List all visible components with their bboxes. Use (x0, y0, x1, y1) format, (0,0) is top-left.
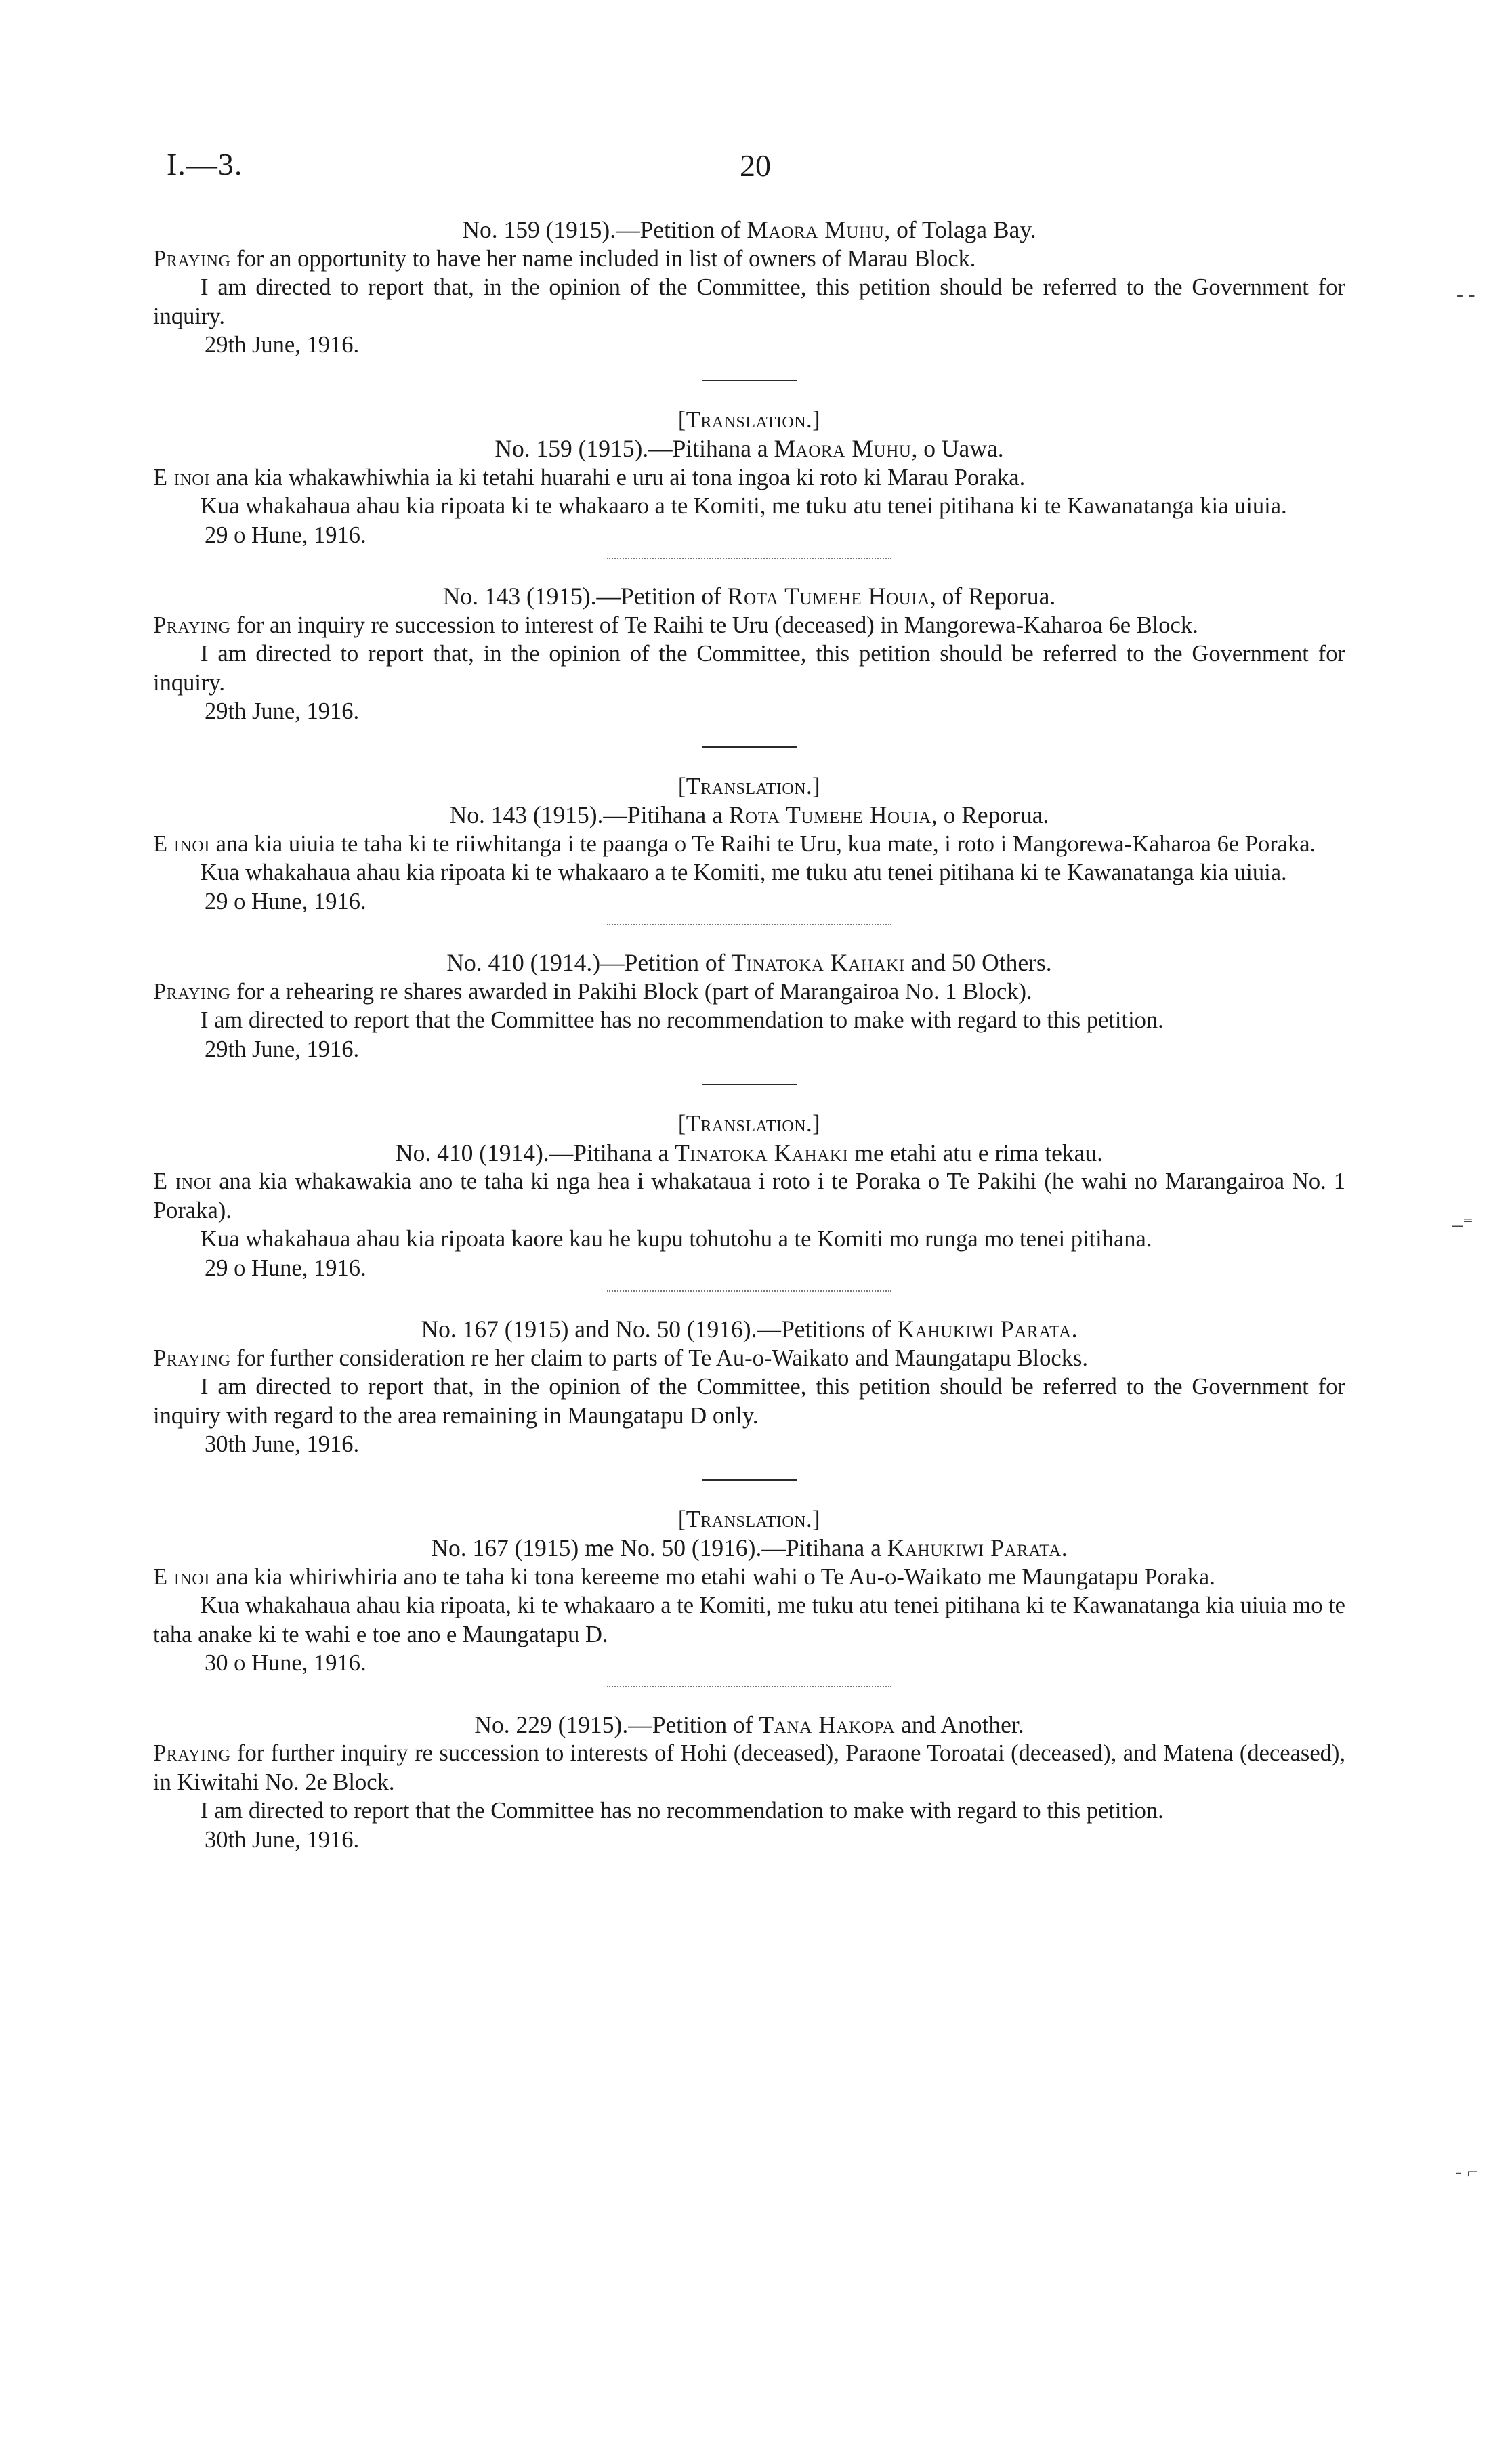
entry-title: No. 229 (1915).—Petition of Tana Hakopa and Another. (474, 1710, 1024, 1738)
section-divider (702, 1479, 797, 1481)
prayer-paragraph: E inoi ana kia uiuia te taha ki te riiwhitanga i te paanga o Te Raihi te Uru, kua mate, i roto i Mangorewa-Kaharoa 6e Poraka. (153, 830, 1316, 857)
entry-title: No. 167 (1915) me No. 50 (1916).—Pitihana a Kahukiwi Parata. (431, 1534, 1068, 1561)
entry-title: No. 410 (1914).—Pitihana a Tinatoka Kahaki me etahi atu e rima tekau. (395, 1139, 1104, 1166)
translation-label: [Translation.] (677, 1506, 821, 1532)
prayer-paragraph: Praying for an inquiry re succession to interest of Te Raihi te Uru (deceased) in Mangorewa-Kaharoa 6e Block. (153, 612, 1198, 638)
petition-entry (153, 215, 1345, 360)
report-date: 29 o Hune, 1916. (205, 1255, 366, 1281)
petition-entry (153, 582, 1345, 726)
petitions-report (153, 215, 1345, 1854)
prayer-paragraph: Praying for an opportunity to have her name included in list of owners of Marau Block. (153, 245, 976, 272)
translation-label: [Translation.] (677, 406, 821, 433)
report-date: 29th June, 1916. (205, 698, 360, 724)
report-date: 30 o Hune, 1916. (205, 1650, 366, 1676)
section-divider (702, 1084, 797, 1085)
petitioner-name: Kahukiwi Parata (887, 1534, 1062, 1561)
dotted-divider (607, 1290, 891, 1292)
entry-title: No. 143 (1915).—Petition of Rota Tumehe Houia, of Reporua. (442, 583, 1056, 610)
prayer-paragraph: Praying for a rehearing re shares awarded in Pakihi Block (part of Marangairoa No. 1 Block). (153, 978, 1032, 1005)
petitioner-name: Tinatoka Kahaki (731, 949, 905, 976)
report-date: 29 o Hune, 1916. (205, 522, 366, 548)
translation-entry (153, 1110, 1345, 1282)
section-divider (702, 746, 797, 748)
petitioner-name: Kahukiwi Parata (897, 1316, 1072, 1343)
report-paragraph: I am directed to report that the Committee has no recommendation to make with regard to this petition. (201, 1798, 1164, 1824)
prayer-paragraph: Praying for further inquiry re succession to interests of Hohi (deceased), Paraone Toroatai (deceased), and Matena (deceased), in Kiwitahi No. 2e Block. (153, 1740, 1345, 1795)
scan-mark: –⁼ (1452, 1213, 1473, 1236)
dotted-divider (607, 558, 891, 559)
report-date: 29 o Hune, 1916. (205, 888, 366, 914)
prayer-paragraph: E inoi ana kia whakawakia ano te taha ki nga hea i whakataua i roto i te Poraka o Te Pakihi (he wahi no Marangairoa No. 1 Poraka). (153, 1169, 1345, 1223)
report-date: 29th June, 1916. (205, 1036, 360, 1062)
petitioner-name: Tana Hakopa (759, 1710, 896, 1738)
prayer-paragraph: Praying for further consideration re her claim to parts of Te Au-o-Waikato and Maungatapu Blocks. (153, 1345, 1088, 1371)
entry-title: No. 410 (1914.)—Petition of Tinatoka Kahaki and 50 Others. (446, 949, 1052, 976)
dotted-divider (607, 924, 891, 925)
report-date: 30th June, 1916. (205, 1826, 360, 1853)
page-number: 20 (740, 148, 771, 183)
report-paragraph: Kua whakahaua ahau kia ripoata, ki te whakaaro a te Komiti, me tuku atu tenei pitihana ki te Kawanatanga kia uiuia mo te taha anake ki te wahi e toe ano e Maungatapu D. (153, 1593, 1345, 1647)
translation-label: [Translation.] (677, 773, 821, 799)
report-date: 30th June, 1916. (205, 1431, 360, 1457)
petitioner-name: Maora Muhu (747, 216, 885, 243)
entry-title: No. 167 (1915) and No. 50 (1916).—Petitions of Kahukiwi Parata. (421, 1316, 1078, 1343)
petitioner-name: Maora Muhu (774, 435, 912, 462)
page-reference: I.—3. (167, 147, 243, 182)
translation-label: [Translation.] (677, 1111, 821, 1137)
petition-entry (153, 1315, 1345, 1459)
report-paragraph: I am directed to report that, in the opinion of the Committee, this petition should be referred to the Government for inquiry. (153, 274, 1345, 329)
report-paragraph: I am directed to report that the Committee has no recommendation to make with regard to this petition. (201, 1007, 1164, 1033)
translation-entry (153, 406, 1345, 550)
dotted-divider (607, 1686, 891, 1687)
petitioner-name: Rota Tumehe Houia (728, 801, 931, 828)
scan-mark: - - (1456, 283, 1475, 306)
petitioner-name: Rota Tumehe Houia (727, 583, 930, 610)
entry-title: No. 143 (1915).—Pitihana a Rota Tumehe Houia, o Reporua. (449, 801, 1049, 828)
report-date: 29th June, 1916. (205, 332, 360, 358)
prayer-paragraph: E inoi ana kia whiriwhiria ano te taha ki tona kereeme mo etahi wahi o Te Au-o-Waikato me Maungatapu Poraka. (153, 1563, 1215, 1590)
report-paragraph: I am directed to report that, in the opinion of the Committee, this petition should be referred to the Government for inquiry. (153, 641, 1345, 696)
report-paragraph: Kua whakahaua ahau kia ripoata kaore kau he kupu tohutohu a te Komiti mo runga mo tenei pitihana. (201, 1226, 1152, 1252)
scan-mark: - ⌐ (1455, 2161, 1479, 2183)
entry-title: No. 159 (1915).—Pitihana a Maora Muhu, o Uawa. (495, 435, 1004, 462)
petitioner-name: Tinatoka Kahaki (675, 1139, 849, 1166)
report-paragraph: I am directed to report that, in the opinion of the Committee, this petition should be referred to the Government for inquiry with regard to the area remaining in Maungatapu D only. (153, 1374, 1345, 1429)
entry-title: No. 159 (1915).—Petition of Maora Muhu, of Tolaga Bay. (462, 216, 1036, 243)
prayer-paragraph: E inoi ana kia whakawhiwhia ia ki tetahi huarahi e uru ai tona ingoa ki roto ki Marau Poraka. (153, 464, 1026, 490)
translation-entry (153, 1505, 1345, 1678)
petition-entry (153, 948, 1345, 1064)
petition-entry (153, 1710, 1345, 1855)
report-paragraph: Kua whakahaua ahau kia ripoata ki te whakaaro a te Komiti, me tuku atu tenei pitihana ki te Kawanatanga kia uiuia. (201, 860, 1287, 885)
section-divider (702, 380, 797, 381)
report-paragraph: Kua whakahaua ahau kia ripoata ki te whakaaro a te Komiti, me tuku atu tenei pitihana ki te Kawanatanga kia uiuia. (201, 493, 1287, 519)
translation-entry (153, 772, 1345, 917)
